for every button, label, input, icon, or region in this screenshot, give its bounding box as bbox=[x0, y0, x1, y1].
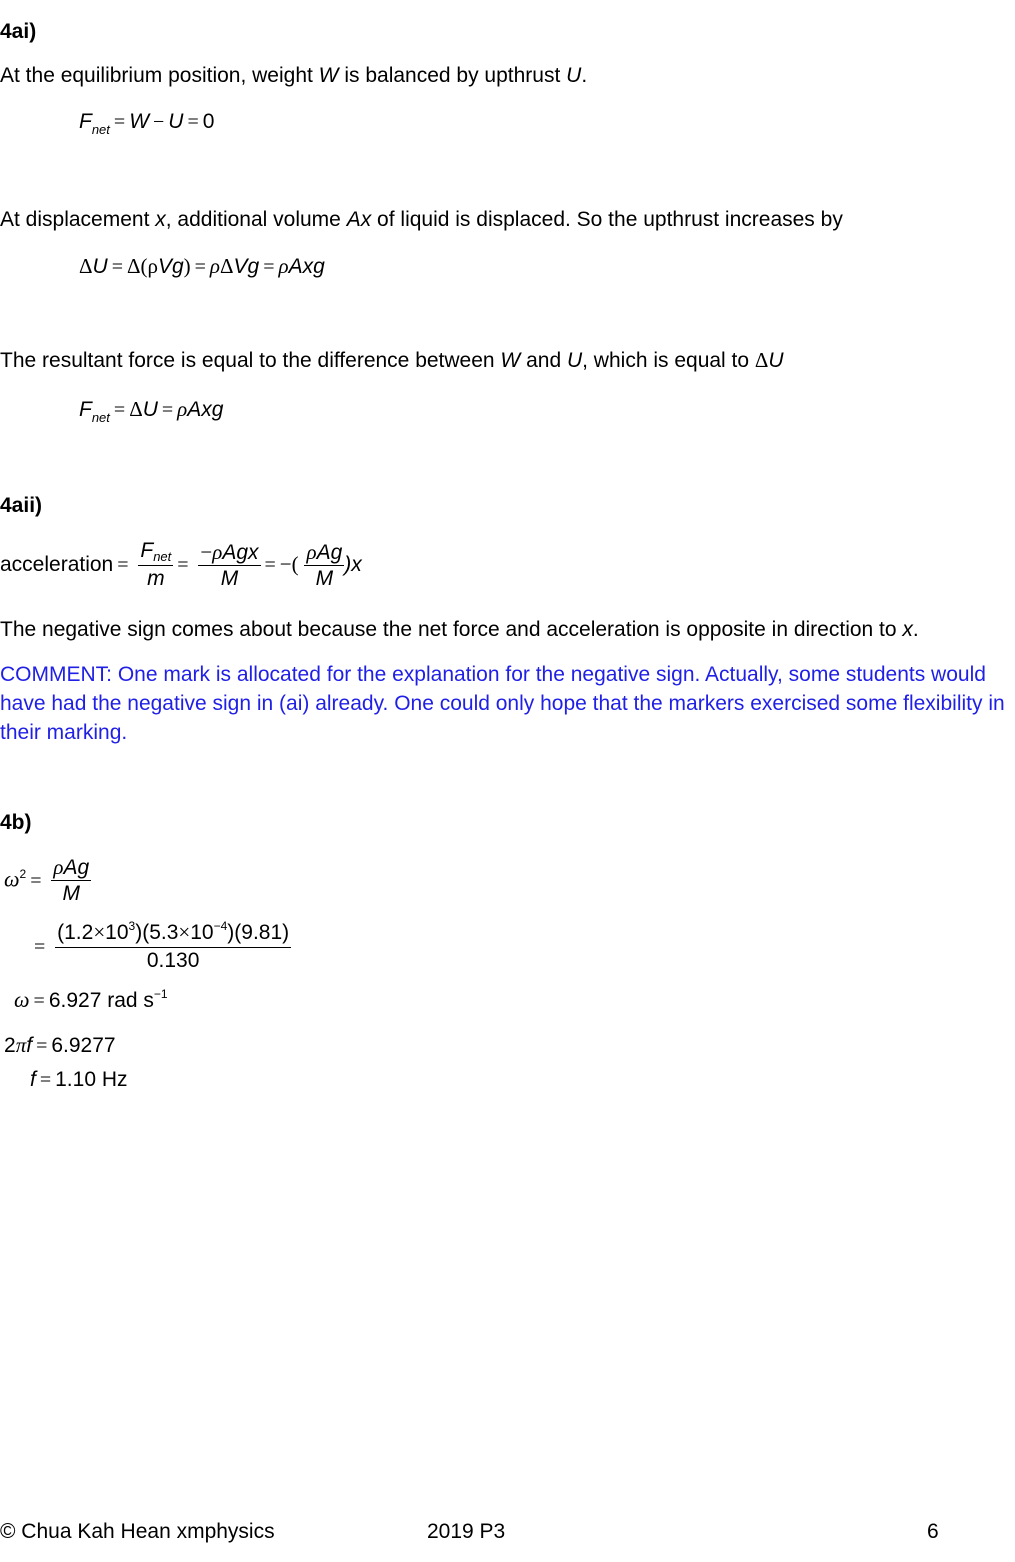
comment-text: COMMENT: One mark is allocated for the explanation for the negative sign. Actually, some students would have had the negative sign in (ai) already. One could only hope that the markers exercised some flexibility in their marking. bbox=[0, 663, 1005, 744]
equation-fnet-rho: $F_{net} = \Delta U = \rho Axg$ bbox=[79, 397, 224, 425]
equation-two-pi-f: 2πf = 6.9277 bbox=[4, 1033, 116, 1057]
heading-4b: 4b) bbox=[0, 811, 32, 834]
text-displacement: At displacement x, additional volume Ax of liquid is displaced. So the upthrust increases by bbox=[0, 208, 843, 231]
equation-fnet-zero: $F_{net} = W - U = 0$ bbox=[79, 110, 215, 137]
equation-frequency: f = 1.10 Hz bbox=[30, 1068, 128, 1091]
fraction-fnet-m: $\frac{\text{Fnet}}{m}$ bbox=[140, 539, 172, 590]
fraction-rho-agx-m: $\frac{\text{−ρAgx}}{M}$ bbox=[200, 539, 259, 590]
equation-acceleration: acceleration = $\frac{\text{Fnet}}{m}$ = $\frac{\text{−ρAgx}}{M}$ = −( $\frac{\text{ρAg}}{M}$ )x bbox=[0, 539, 362, 590]
fraction-calc: $\frac{(1.2\times 10^3)(5.3\times 10^{-4})(9.81)}{0.130}$ bbox=[57, 919, 290, 972]
fraction-rho-ag-m: $\frac{\text{ρAg}}{M}$ bbox=[306, 539, 343, 590]
text-negative-sign: The negative sign comes about because the net force and acceleration is opposite in direction to x. bbox=[0, 618, 919, 641]
footer-paper: 2019 P3 bbox=[427, 1520, 506, 1543]
fraction-rho-ag-m-2: $\frac{\text{ρAg}}{M}$ bbox=[53, 855, 90, 905]
text-equilibrium: At the equilibrium position, weight W is balanced by upthrust U. bbox=[0, 64, 588, 87]
footer-page-number: 6 bbox=[927, 1520, 939, 1543]
equation-omega-value: ω = 6.927 rad $s^{-1}$ bbox=[14, 987, 168, 1012]
footer-copyright: © Chua Kah Hean xmphysics bbox=[0, 1520, 275, 1543]
equation-delta-u: ΔU = Δ(ρVg) = ρΔVg = ρAxg bbox=[79, 254, 325, 278]
equation-omega-calc: = $\frac{(1.2\times 10^3)(5.3\times 10^{-4})(9.81)}{0.130}$ bbox=[34, 919, 290, 972]
heading-4ai: 4ai) bbox=[0, 20, 37, 43]
text-resultant-force: The resultant force is equal to the difference between W and U, which is equal to ΔU bbox=[0, 348, 784, 372]
heading-4aii: 4aii) bbox=[0, 494, 43, 517]
equation-omega-squared: $\omega^2$ = $\frac{\text{ρAg}}{M}$ bbox=[4, 855, 90, 905]
